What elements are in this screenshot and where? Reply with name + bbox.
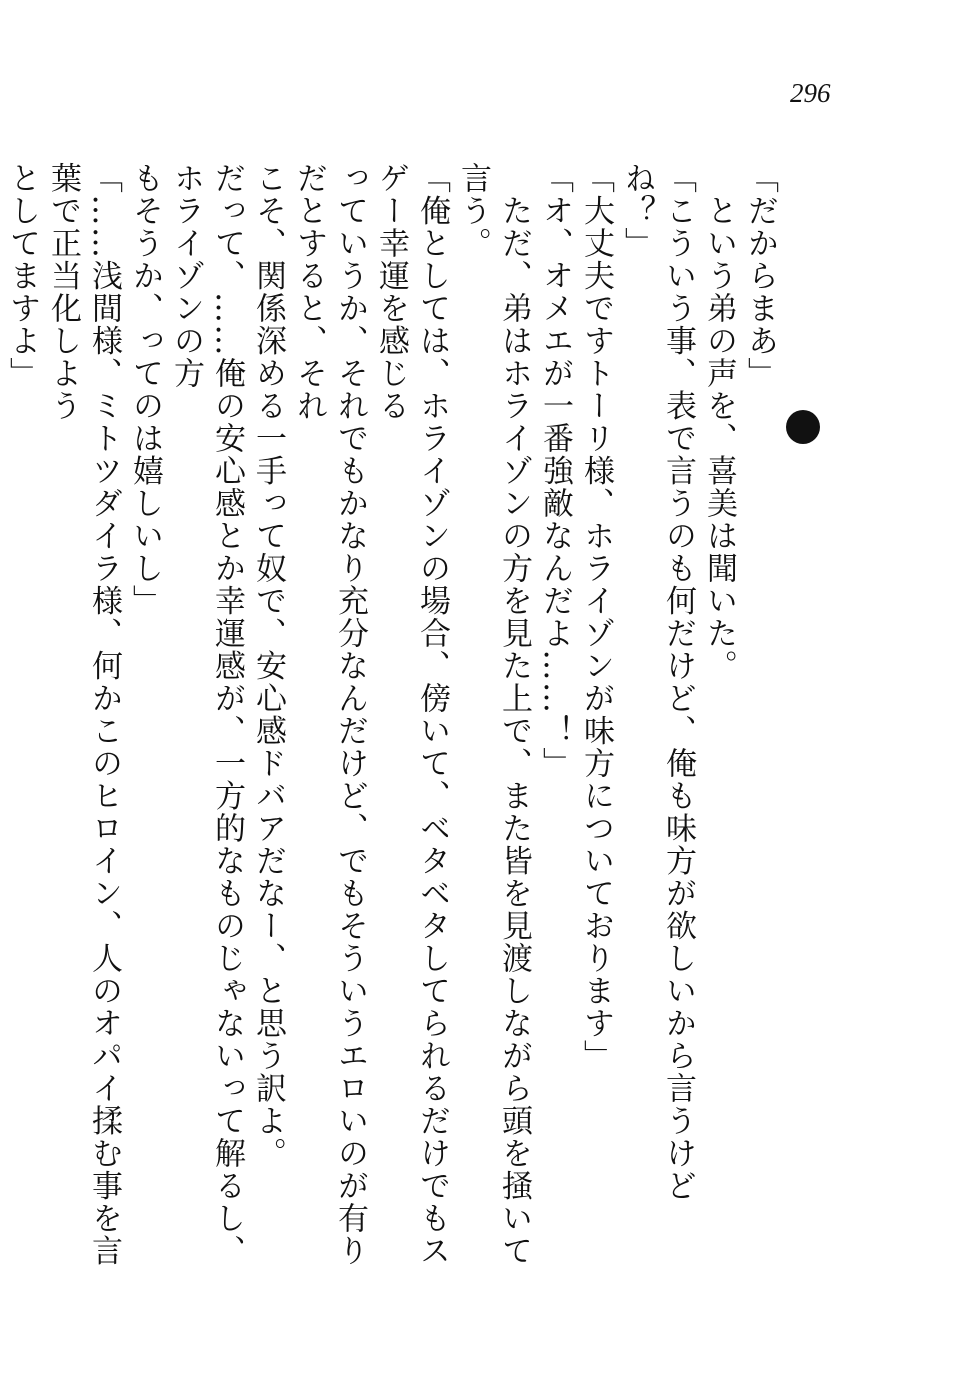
text-line-13: としてますよ」 [4,162,40,390]
section-break-dot [786,410,820,444]
text-line-12: 「……浅間様、ミトツダイラ様、何かこのヒロイン、人のオパイ揉む事を言葉で正当化しよう [45,162,122,1267]
text-line-1: 「だからまあ」 [742,162,778,390]
text-line-7: 「俺としては、ホライゾンの場合、傍いて、ベタベタしてられるだけでもスゲー幸運を感じる [373,162,450,1267]
page-number: 296 [790,78,831,108]
text-line-5: 「オ、オメエが一番強敵なんだよ……！」 [537,162,573,780]
text-line-4: 「大丈夫ですトーリ様、ホライゾンが味方についております」 [578,162,614,1072]
text-line-11: もそうか、ってのは嬉しいし」 [127,162,163,617]
text-line-10: だって、……俺の安心感とか幸運感が、一方的なものじゃないって解るし、ホライゾンの方 [168,162,245,1267]
vertical-text-body [0,162,780,1272]
text-line-9: こそ、関係深める一手って奴で、安心感ドバアだなー、と思う訳よ。 [250,162,286,1170]
text-line-3: 「こういう事、表で言うのも何だけど、俺も味方が欲しいから言うけどね？」 [619,162,696,1202]
text-line-14 [0,162,1,1272]
text-line-6: ただ、弟はホライゾンの方を見た上で、また皆を見渡しながら頭を掻いて言う。 [455,162,532,1267]
text-line-8: っていうか、それでもかなり充分なんだけど、でもそういうエロいのが有りだとすると、それ [291,162,368,1267]
text-line-2: という弟の声を、喜美は聞いた。 [701,162,737,682]
